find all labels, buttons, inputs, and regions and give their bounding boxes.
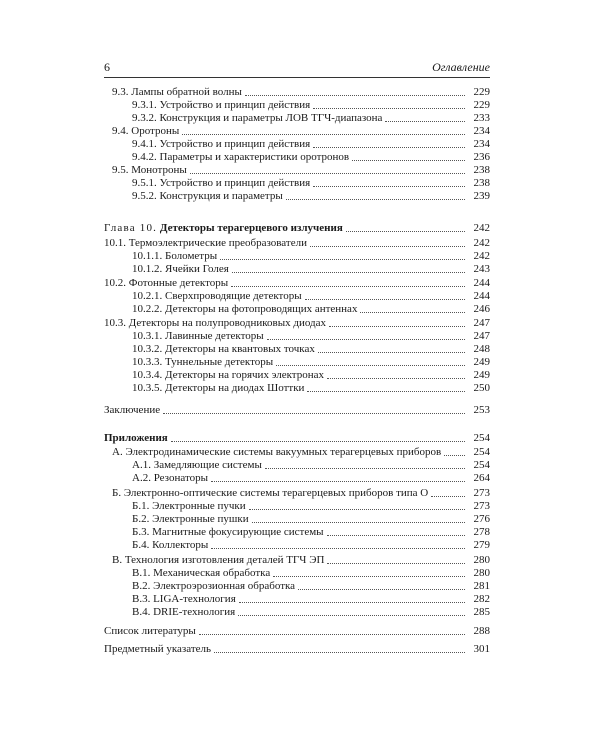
- dot-leader: [313, 185, 465, 187]
- toc-page: 234: [473, 138, 490, 150]
- toc-entry[interactable]: 10.1.2. Ячейки Голея 243: [132, 263, 490, 275]
- toc-entry[interactable]: А. Электродинамические системы вакуумных терагерцевых приборов 254: [112, 446, 490, 458]
- chapter-prefix: Глава 10.: [104, 222, 158, 234]
- toc-entry[interactable]: 10.2.2. Детекторы на фотопроводящих антеннах 246: [132, 303, 490, 315]
- toc-entry[interactable]: 9.4. Оротроны 234: [112, 125, 490, 137]
- toc-page: 282: [473, 593, 490, 605]
- toc-entry[interactable]: 9.5.1. Устройство и принцип действия 238: [132, 177, 490, 189]
- toc-page: 273: [473, 500, 490, 512]
- toc-entry[interactable]: 10.2.1. Сверхпроводящие детекторы 244: [132, 290, 490, 302]
- toc-page: 249: [473, 356, 490, 368]
- toc-entry[interactable]: 9.3.2. Конструкция и параметры ЛОВ ТГЧ-диапазона 233: [132, 112, 490, 124]
- toc-page: 229: [473, 86, 490, 98]
- chapter-title: Детекторы терагерцевого излучения: [159, 222, 343, 234]
- dot-leader: [249, 508, 465, 510]
- dot-leader: [276, 364, 465, 366]
- dot-leader: [220, 258, 465, 260]
- toc-page: 254: [473, 459, 490, 471]
- toc-page: 239: [473, 190, 490, 202]
- toc-page: 254: [473, 432, 490, 444]
- toc-page: 246: [473, 303, 490, 315]
- toc-page: 288: [473, 625, 490, 637]
- toc-entry[interactable]: 9.4.1. Устройство и принцип действия 234: [132, 138, 490, 150]
- dot-leader: [267, 338, 465, 340]
- toc-page: 242: [473, 222, 490, 234]
- toc-page: 273: [473, 487, 490, 499]
- toc-entry[interactable]: В.1. Механическая обработка 280: [132, 567, 490, 579]
- dot-leader: [245, 94, 465, 96]
- toc-page: 250: [473, 382, 490, 394]
- toc-entry[interactable]: В.3. LIGA-технология 282: [132, 593, 490, 605]
- toc-entry[interactable]: 10.3.1. Лавинные детекторы 247: [132, 330, 490, 342]
- toc-entry[interactable]: Список литературы 288: [104, 625, 490, 637]
- toc-page: 238: [473, 177, 490, 189]
- dot-leader: [385, 120, 465, 122]
- dot-leader: [313, 107, 465, 109]
- toc-page: 249: [473, 369, 490, 381]
- toc-entry[interactable]: 10.3. Детекторы на полупроводниковых диодах 247: [104, 317, 490, 329]
- dot-leader: [231, 285, 465, 287]
- dot-leader: [329, 325, 465, 327]
- toc-entry[interactable]: Б.4. Коллекторы 279: [132, 539, 490, 551]
- toc-page: 242: [473, 250, 490, 262]
- dot-leader: [286, 198, 465, 200]
- dot-leader: [163, 412, 465, 414]
- dot-leader: [171, 440, 465, 442]
- dot-leader: [232, 271, 465, 273]
- toc-page: 238: [473, 164, 490, 176]
- toc-entry[interactable]: Б.1. Электронные пучки 273: [132, 500, 490, 512]
- toc-entry[interactable]: Б.3. Магнитные фокусирующие системы 278: [132, 526, 490, 538]
- toc-page: 243: [473, 263, 490, 275]
- toc-page: 236: [473, 151, 490, 163]
- toc-entry[interactable]: 9.5.2. Конструкция и параметры 239: [132, 190, 490, 202]
- dot-leader: [273, 575, 465, 577]
- dot-leader: [327, 377, 465, 379]
- dot-leader: [199, 633, 465, 635]
- toc-page: 254: [473, 446, 490, 458]
- dot-leader: [211, 547, 465, 549]
- page-number: 6: [104, 60, 110, 74]
- toc-page: 247: [473, 330, 490, 342]
- dot-leader: [346, 230, 465, 232]
- dot-leader: [360, 311, 465, 313]
- toc-page: 242: [473, 237, 490, 249]
- toc-page: 276: [473, 513, 490, 525]
- toc-page: 229: [473, 99, 490, 111]
- toc-page: 278: [473, 526, 490, 538]
- dot-leader: [431, 495, 465, 497]
- toc-entry[interactable]: 9.3. Лампы обратной волны 229: [112, 86, 490, 98]
- toc-entry[interactable]: 9.4.2. Параметры и характеристики оротронов 236: [132, 151, 490, 163]
- dot-leader: [444, 454, 465, 456]
- toc-entry[interactable]: Б. Электронно-оптические системы терагерцевых приборов типа О 273: [112, 487, 490, 499]
- dot-leader: [252, 521, 465, 523]
- toc-page: 280: [473, 567, 490, 579]
- toc-chapter-entry[interactable]: Приложения 254: [104, 432, 490, 444]
- dot-leader: [352, 159, 465, 161]
- toc-entry[interactable]: Заключение 253: [104, 404, 490, 416]
- toc-entry[interactable]: 9.3.1. Устройство и принцип действия 229: [132, 99, 490, 111]
- toc-entry[interactable]: 9.5. Монотроны 238: [112, 164, 490, 176]
- dot-leader: [313, 146, 465, 148]
- toc-entry[interactable]: В. Технология изготовления деталей ТГЧ ЭП 280: [112, 554, 490, 566]
- toc-entry[interactable]: А.2. Резонаторы 264: [132, 472, 490, 484]
- toc-page: 285: [473, 606, 490, 618]
- toc-page: 280: [473, 554, 490, 566]
- toc-entry[interactable]: 10.1. Термоэлектрические преобразователи 242: [104, 237, 490, 249]
- dot-leader: [298, 588, 465, 590]
- running-header: [104, 59, 490, 78]
- toc-entry[interactable]: 10.3.3. Туннельные детекторы 249: [132, 356, 490, 368]
- dot-leader: [190, 172, 465, 174]
- dot-leader: [327, 534, 465, 536]
- dot-leader: [182, 133, 465, 135]
- toc-entry[interactable]: 10.3.2. Детекторы на квантовых точках 248: [132, 343, 490, 355]
- toc-chapter-entry[interactable]: [104, 222, 490, 235]
- running-title: Оглавление: [432, 60, 490, 74]
- dot-leader: [318, 351, 465, 353]
- toc-entry[interactable]: В.2. Электроэрозионная обработка 281: [132, 580, 490, 592]
- toc-page: 248: [473, 343, 490, 355]
- dot-leader: [307, 390, 465, 392]
- toc-page: 234: [473, 125, 490, 137]
- dot-leader: [327, 562, 465, 564]
- toc-page: 264: [473, 472, 490, 484]
- toc-entry[interactable]: В.4. DRIE-технология 285: [132, 606, 490, 618]
- toc-page: 233: [473, 112, 490, 124]
- dot-leader: [239, 601, 465, 603]
- toc-page: 253: [473, 404, 490, 416]
- toc-page: 244: [473, 290, 490, 302]
- toc-page: 247: [473, 317, 490, 329]
- toc-entry[interactable]: А.1. Замедляющие системы 254: [132, 459, 490, 471]
- dot-leader: [265, 467, 465, 469]
- toc-page: 244: [473, 277, 490, 289]
- dot-leader: [305, 298, 465, 300]
- toc-entry[interactable]: 10.2. Фотонные детекторы 244: [104, 277, 490, 289]
- toc-page: 279: [473, 539, 490, 551]
- toc-page: 301: [473, 643, 490, 655]
- dot-leader: [211, 480, 465, 482]
- toc-entry[interactable]: Предметный указатель 301: [104, 643, 490, 655]
- toc-entry[interactable]: Б.2. Электронные пушки 276: [132, 513, 490, 525]
- dot-leader: [238, 614, 465, 616]
- toc-entry[interactable]: 10.3.4. Детекторы на горячих электронах 249: [132, 369, 490, 381]
- toc-entry[interactable]: 10.3.5. Детекторы на диодах Шоттки 250: [132, 382, 490, 394]
- toc-entry[interactable]: 10.1.1. Болометры 242: [132, 250, 490, 262]
- dot-leader: [310, 245, 465, 247]
- dot-leader: [214, 651, 465, 653]
- toc-page: 281: [473, 580, 490, 592]
